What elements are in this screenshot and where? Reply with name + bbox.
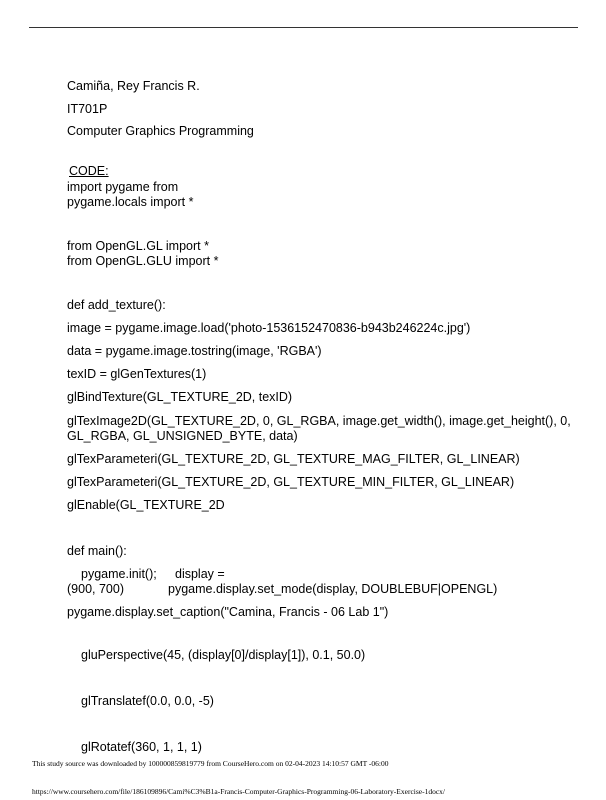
download-note: This study source was downloaded by 100000859819779 from CourseHero.com on 02-04-2023 14:10:57 GMT -06:00 [32,759,389,768]
code-line: (900, 700) [67,582,124,596]
code-line: glTexParameteri(GL_TEXTURE_2D, GL_TEXTURE_MIN_FILTER, GL_LINEAR) [67,475,515,489]
code-line: pygame.display.set_caption("Camina, Francis - 06 Lab 1") [67,605,389,619]
code-heading: CODE: [69,164,109,178]
code-line: import pygame from [67,180,179,194]
code-line: glTexImage2D(GL_TEXTURE_2D, 0, GL_RGBA, image.get_width(), image.get_height(), 0, [67,414,571,428]
code-line: glTexParameteri(GL_TEXTURE_2D, GL_TEXTURE_MAG_FILTER, GL_LINEAR) [67,452,520,466]
code-line: gluPerspective(45, (display[0]/display[1]), 0.1, 50.0) [81,648,366,662]
code-line: display = [175,567,225,581]
code-line: def main(): [67,544,127,558]
code-line: glEnable(GL_TEXTURE_2D [67,498,225,512]
code-line: from OpenGL.GLU import * [67,254,219,268]
code-line: glRotatef(360, 1, 1, 1) [81,740,202,754]
code-line: texID = glGenTextures(1) [67,367,207,381]
code-line: data = pygame.image.tostring(image, 'RGBA') [67,344,322,358]
code-line: image = pygame.image.load('photo-1536152470836-b943b246224c.jpg') [67,321,471,335]
header-rule [29,27,578,28]
code-line: pygame.display.set_mode(display, DOUBLEBUF|OPENGL) [168,582,498,596]
code-line: from OpenGL.GL import * [67,239,209,253]
course-title: Computer Graphics Programming [67,124,254,138]
source-url-link[interactable]: https://www.coursehero.com/file/186109896/Cami%C3%B1a-Francis-Computer-Graphics-Programming-06-Laboratory-Exercise-1docx/ [32,787,446,796]
code-line: glTranslatef(0.0, 0.0, -5) [81,694,214,708]
student-name: Camiña, Rey Francis R. [67,79,200,93]
code-line: pygame.locals import * [67,195,194,209]
course-code: IT701P [67,102,108,116]
code-line: GL_RGBA, GL_UNSIGNED_BYTE, data) [67,429,298,443]
code-line: pygame.init(); [81,567,157,581]
code-line: def add_texture(): [67,298,166,312]
code-line: glBindTexture(GL_TEXTURE_2D, texID) [67,390,293,404]
